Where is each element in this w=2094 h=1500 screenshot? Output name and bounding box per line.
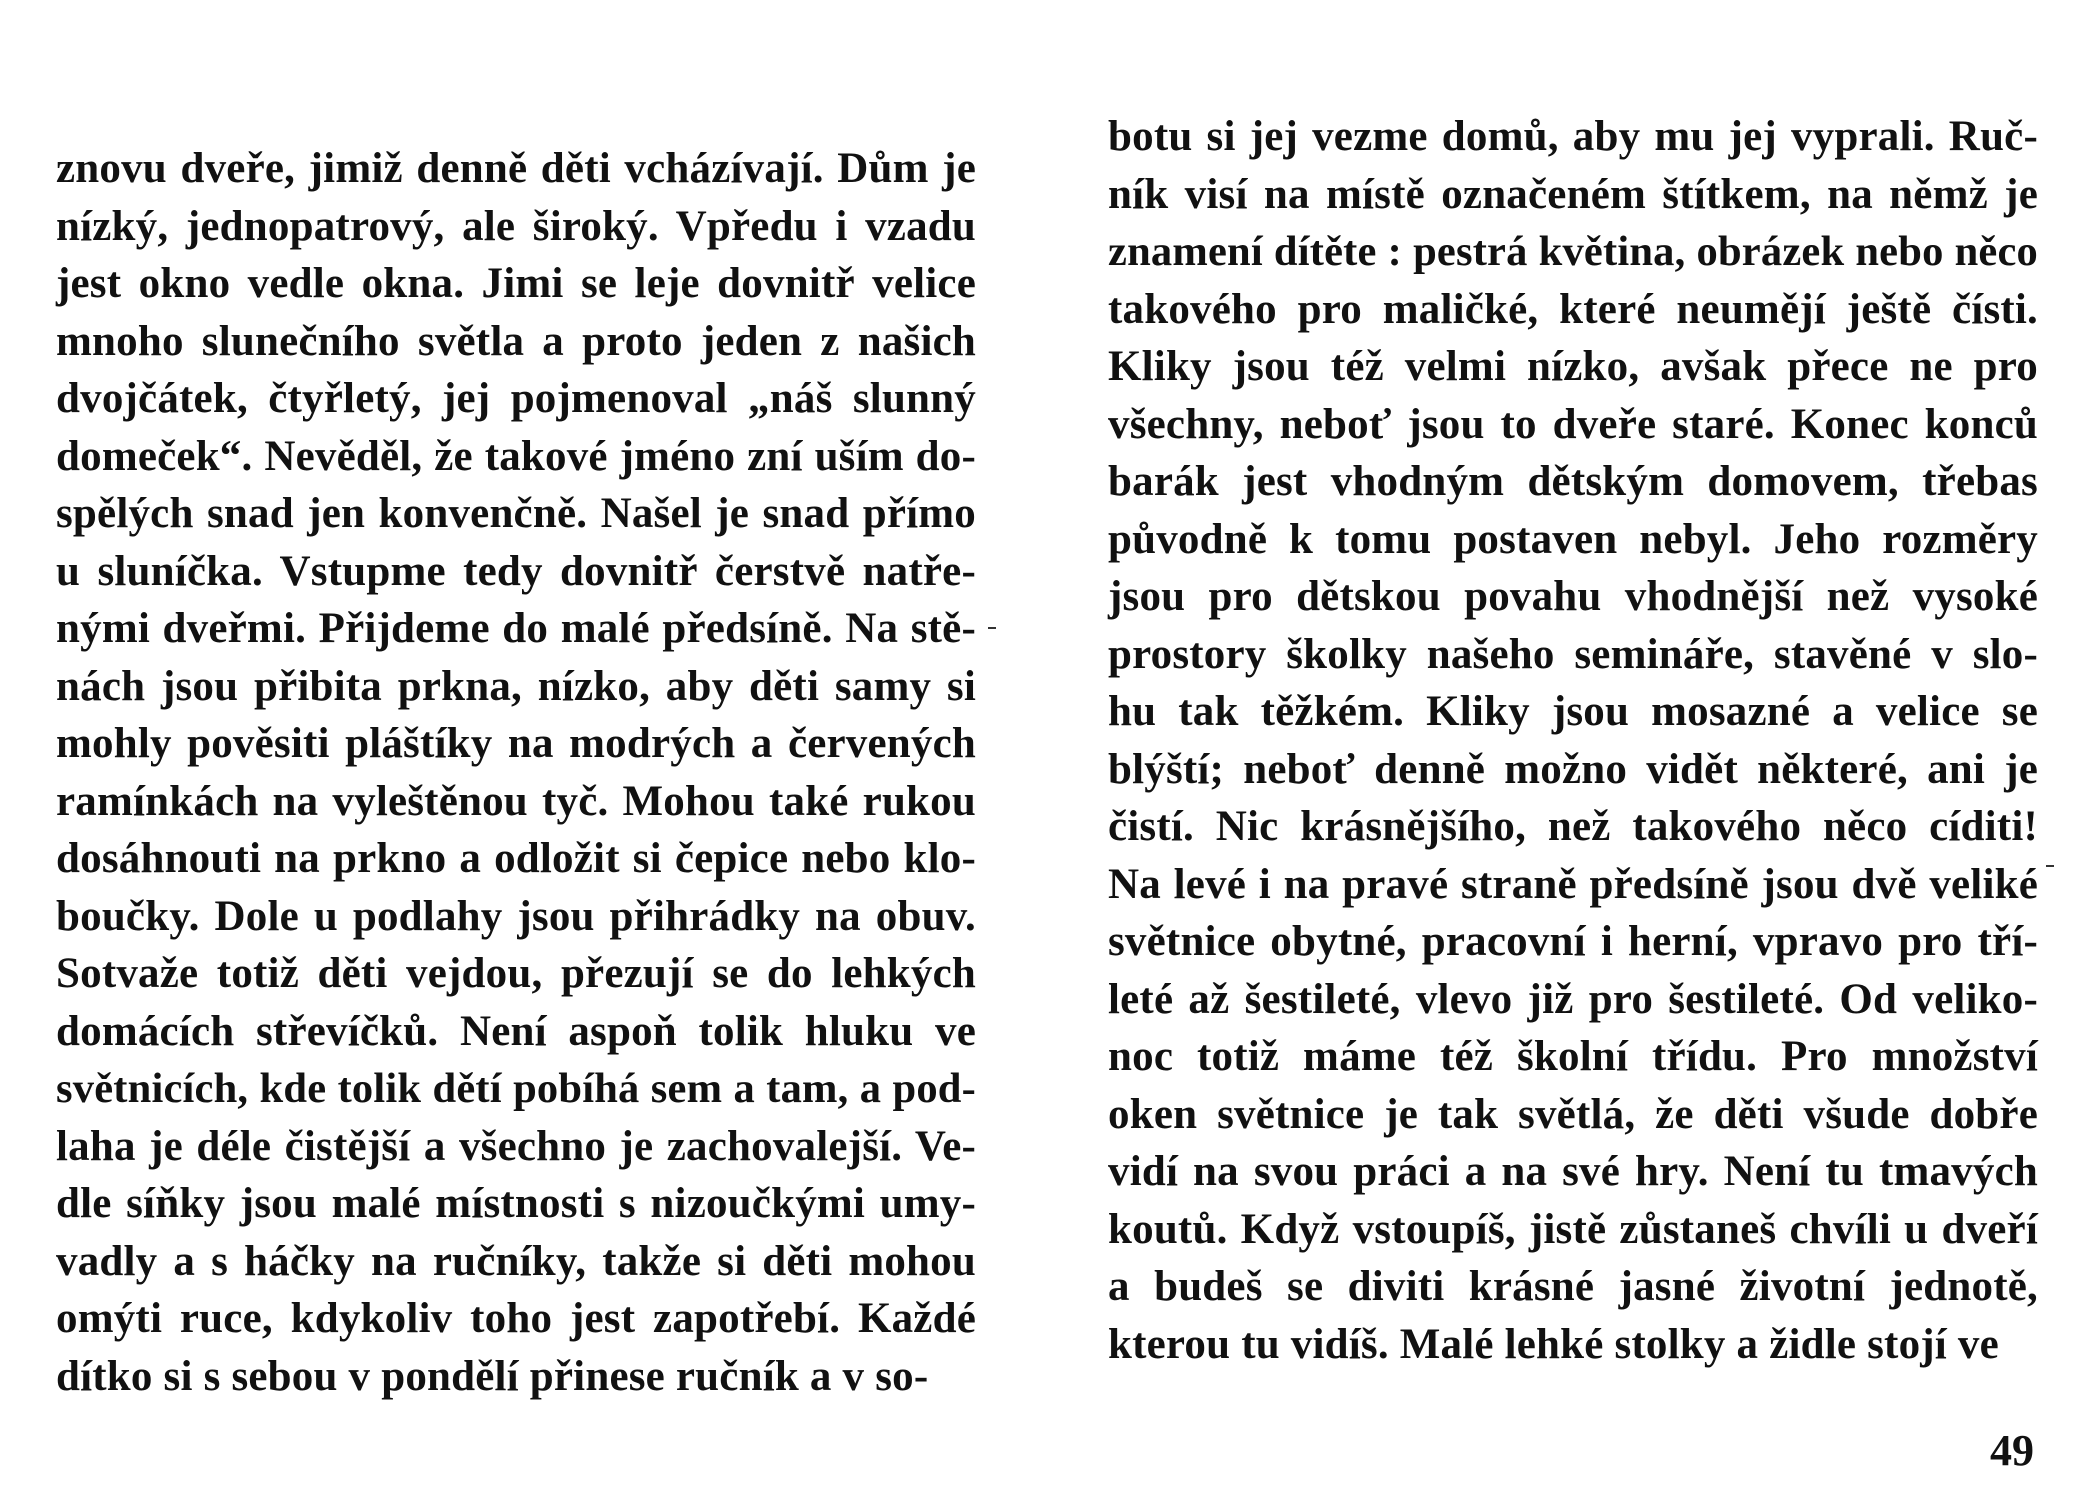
text-line: světnicích, kde tolik dětí pobíhá sem a tam, a pod- (56, 1065, 976, 1112)
page-number: 49 (1990, 1426, 2034, 1475)
text-line: hu tak těžkém. Kliky jsou mosazné a velice se (1108, 688, 2038, 735)
text-line: boučky. Dole u podlahy jsou přihrádky na obuv. (56, 892, 976, 940)
text-line: znamení dítěte : pestrá květina, obrázek nebo něco (1108, 228, 2038, 275)
text-line: čistí. Nic krásnějšího, než takového něco cíditi! (1108, 803, 2038, 850)
text-line: znovu dveře, jimiž denně děti vcházívají. Dům je (56, 145, 976, 192)
text-line: jsou pro dětskou povahu vhodnější než vysoké (1108, 573, 2038, 620)
text-line: koutů. Když vstoupíš, jistě zůstaneš chvíli u dveří (1108, 1205, 2038, 1253)
text-line: oken světnice je tak světlá, že děti všude dobře (1108, 1090, 2038, 1138)
text-line: botu si jej vezme domů, aby mu jej vyprali. Ruč- (1108, 113, 2038, 160)
text-line: vidí na svou práci a na své hry. Není tu tmavých (1108, 1148, 2038, 1195)
text-line: dítko si s sebou v pondělí přinese ručník a v so- (56, 1352, 929, 1400)
margin-mark (2046, 865, 2054, 867)
text-line: spělých snad jen konvenčně. Našel je snad přímo (56, 490, 976, 537)
text-line: dle síňky jsou malé místnosti s nizoučkými umy- (56, 1180, 976, 1227)
text-line: barák jest vhodným dětským domovem, třebas (1108, 458, 2038, 505)
text-line: ník visí na místě označeném štítkem, na němž je (1108, 170, 2038, 218)
text-line: takového pro maličké, které neumějí ještě čísti. (1108, 285, 2038, 333)
text-line: Na levé i na pravé straně předsíně jsou dvě veliké (1108, 860, 2038, 908)
text-line: vadly a s háčky na ručníky, takže si děti mohou (56, 1237, 976, 1285)
text-line: nách jsou přibita prkna, nízko, aby děti samy si (56, 662, 976, 710)
text-line: nízký, jednopatrový, ale široký. Vpředu i vzadu (56, 202, 976, 250)
text-line: jest okno vedle okna. Jimi se leje dovnitř velice (56, 260, 976, 307)
text-line: a budeš se diviti krásné jasné životní jednotě, (1108, 1263, 2038, 1310)
text-line: noc totiž máme též školní třídu. Pro množství (1108, 1033, 2038, 1080)
text-line: ramínkách na vyleštěnou tyč. Mohou také rukou (56, 777, 976, 825)
text-line: původně k tomu postaven nebyl. Jeho rozměry (1108, 515, 2038, 563)
text-line: mohly pověsiti pláštíky na modrých a červených (56, 720, 976, 767)
margin-mark (988, 627, 996, 629)
text-line: leté až šestileté, vlevo již pro šestileté. Od veliko- (1108, 975, 2038, 1023)
text-line: světnice obytné, pracovní i herní, vpravo pro tří- (1108, 918, 2038, 965)
text-line: nými dveřmi. Přijdeme do malé předsíně. Na stě- (56, 605, 976, 652)
text-line: domácích střevíčků. Není aspoň tolik hluku ve (56, 1007, 976, 1055)
text-line: domeček“. Nevěděl, že takové jméno zní uším do- (56, 432, 976, 480)
text-line: Kliky jsou též velmi nízko, avšak přece ne pro (1108, 343, 2038, 390)
text-line: kterou tu vidíš. Malé lehké stolky a židle stojí ve (1108, 1320, 1999, 1368)
text-line: všechny, neboť jsou to dveře staré. Konec konců (1108, 400, 2038, 448)
text-line: dosáhnouti na prkno a odložit si čepice nebo klo- (56, 835, 976, 882)
text-line: laha je déle čistější a všechno je zachovalejší. Ve- (56, 1122, 976, 1170)
text-line: prostory školky našeho semináře, stavěné v slo- (1108, 630, 2038, 678)
text-line: mnoho slunečního světla a proto jeden z našich (56, 317, 976, 365)
text-line: omýti ruce, kdykoliv toho jest zapotřebí. Každé (56, 1295, 976, 1342)
text-line: dvojčátek, čtyřletý, jej pojmenoval „náš slunný (56, 375, 976, 422)
text-line: u sluníčka. Vstupme tedy dovnitř čerstvě natře- (56, 547, 976, 595)
text-line: Sotvaže totiž děti vejdou, přezují se do lehkých (56, 950, 976, 997)
text-line: blýští; neboť denně možno vidět některé, ani je (1108, 745, 2038, 793)
